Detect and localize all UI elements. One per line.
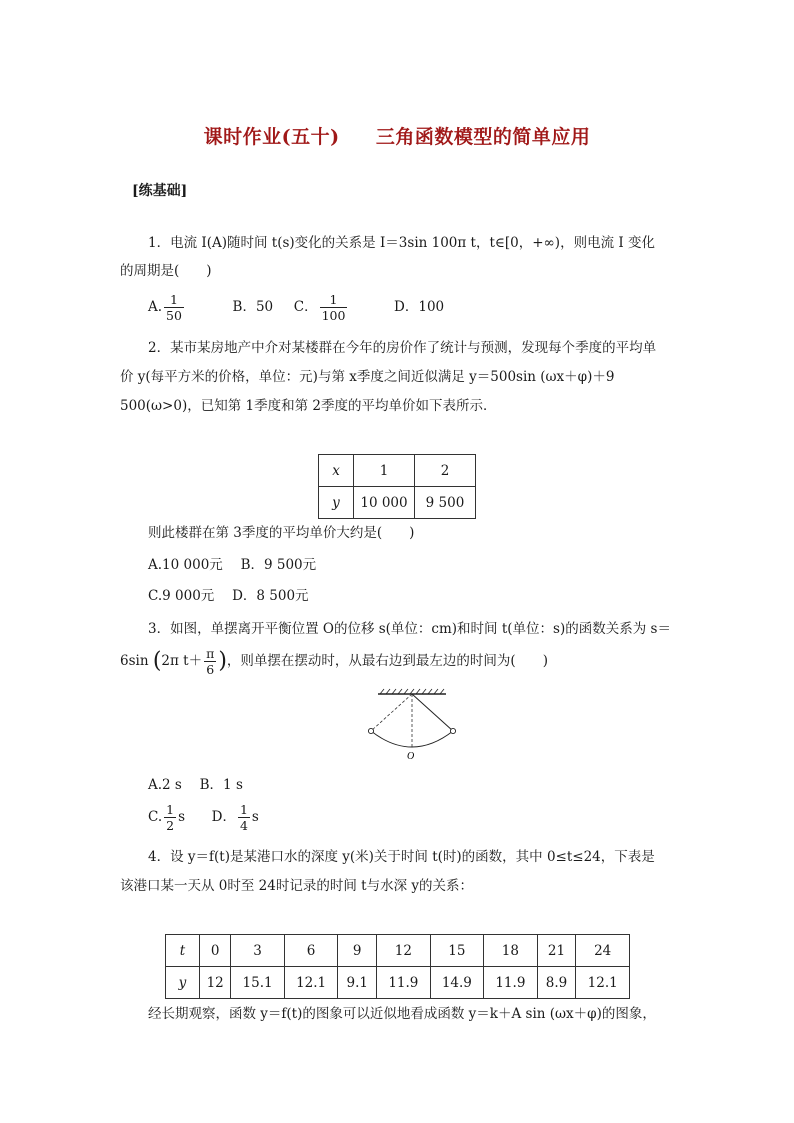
table-cell: 12.1 <box>576 967 630 999</box>
q1-opt-a-fraction <box>164 292 184 323</box>
table-cell: 18 <box>484 935 538 967</box>
q4-line3: 经长期观察，函数 y＝f(t)的图象可以近似地看成函数 y＝k＋A sin (ωx＋φ)的图象， <box>148 1006 656 1022</box>
q3-opt-d-prefix: D． <box>211 809 236 825</box>
table-cell: 10 000 <box>354 487 415 519</box>
q1-opt-c-fraction <box>320 292 348 323</box>
table-row <box>319 487 476 519</box>
table-cell: 14.9 <box>430 967 484 999</box>
pendulum-figure <box>360 688 464 762</box>
table-cell: 0 <box>200 935 231 967</box>
table-cell: x <box>319 455 354 487</box>
bob-left <box>368 728 373 733</box>
q3-opt-c-prefix: C. <box>148 809 163 825</box>
q3-opt-d-den: 4 <box>239 818 248 833</box>
table-cell: 2 <box>415 455 476 487</box>
left-paren: ( <box>152 648 162 674</box>
right-paren: ) <box>218 648 227 674</box>
q2-options-2: C.9 000元 D．8 500元 <box>148 588 309 604</box>
table-cell: 1 <box>354 455 415 487</box>
q3-opt-d-num: 1 <box>239 802 248 817</box>
q3-line2-suffix: ，则单摆在摆动时，从最右边到最左边的时间为( ) <box>226 653 548 669</box>
table-cell: 12 <box>200 967 231 999</box>
q1-opt-c-den: 100 <box>321 308 346 323</box>
title-sub: 三角函数模型的简单应用 <box>375 126 591 148</box>
q1-line2: 的周期是( ) <box>120 263 212 279</box>
table-cell: 24 <box>576 935 630 967</box>
table-cell: 21 <box>537 935 576 967</box>
q1-options <box>148 292 444 328</box>
table-cell: 6 <box>284 935 338 967</box>
table-cell: 9 500 <box>415 487 476 519</box>
table-row <box>166 935 630 967</box>
q3-opt-c-num: 1 <box>166 802 175 817</box>
q3-opt-c-unit: s <box>178 809 186 825</box>
page-title <box>0 122 794 149</box>
q1-opt-b: B．50 <box>232 299 274 315</box>
q2-line1: 2．某市某房地产中介对某楼群在今年的房价作了统计与预测，发现每个季度的平均单 <box>148 340 657 356</box>
q3-line2 <box>120 646 548 682</box>
q3-line2-paren-left: 2π t＋ <box>161 653 203 669</box>
q3-options-1: A.2 s B．1 s <box>148 777 243 793</box>
q1-opt-c-num: 1 <box>320 292 348 308</box>
table-cell: y <box>166 967 200 999</box>
q1-opt-a-prefix: A. <box>148 299 163 315</box>
left-string <box>371 694 412 731</box>
table-cell: t <box>166 935 200 967</box>
q2-line2: 价 y(每平方米的价格，单位：元)与第 x季度之间近似满足 y＝500sin (ωx＋φ)＋9 <box>120 369 615 385</box>
q2-options-1: A.10 000元 B．9 500元 <box>148 557 317 573</box>
table-cell: 12.1 <box>284 967 338 999</box>
q4-line1: 4．设 y＝f(t)是某港口水的深度 y(米)关于时间 t(时)的函数，其中 0≤t≤24，下表是 <box>148 849 655 865</box>
q1-opt-a-den: 50 <box>166 308 182 323</box>
table-cell: y <box>319 487 354 519</box>
q1-opt-d: D．100 <box>394 299 445 315</box>
q3-opt-d-fraction <box>238 802 250 833</box>
table-cell: 15 <box>430 935 484 967</box>
figure-label-o: O <box>407 751 415 762</box>
table-row <box>166 967 630 999</box>
q4-line2: 该港口某一天从 0时至 24时记录的时间 t与水深 y的关系： <box>120 878 473 894</box>
table-cell: 8.9 <box>537 967 576 999</box>
q2-line3: 500(ω>0)，已知第 1季度和第 2季度的平均单价如下表所示． <box>120 398 497 414</box>
q1-opt-c-prefix: C． <box>293 299 318 315</box>
q1-line1: 1．电流 I(A)随时间 t(s)变化的关系是 I＝3sin 100π t，t∈[0，+∞)，则电流 I 变化 <box>148 235 655 251</box>
table-cell: 12 <box>377 935 431 967</box>
q2-table <box>318 454 476 519</box>
title-main: 课时作业(五十) <box>203 126 340 148</box>
q3-opt-c-den: 2 <box>166 818 175 833</box>
table-cell: 9.1 <box>338 967 377 999</box>
table-cell: 9 <box>338 935 377 967</box>
q1-opt-a-num: 1 <box>164 292 184 308</box>
table-cell: 3 <box>231 935 285 967</box>
q3-options-2 <box>148 802 259 838</box>
q3-opt-c-fraction <box>164 802 176 833</box>
q3-line1: 3．如图，单摆离开平衡位置 O的位移 s(单位：cm)和时间 t(单位：s)的函数关系为 s＝ <box>148 621 671 637</box>
table-cell: 11.9 <box>484 967 538 999</box>
bob-right <box>450 728 455 733</box>
q3-frac-den: 6 <box>206 662 215 677</box>
table-cell: 15.1 <box>231 967 285 999</box>
q3-opt-d-unit: s <box>251 809 259 825</box>
table-row <box>319 455 476 487</box>
q2-question: 则此楼群在第 3季度的平均单价大约是( ) <box>148 525 415 541</box>
q3-line2-prefix: 6sin <box>120 653 149 669</box>
section-heading: [练基础] <box>132 183 188 199</box>
table-cell: 11.9 <box>377 967 431 999</box>
q3-frac-num: π <box>206 646 215 661</box>
q3-fraction <box>204 646 216 677</box>
q4-table <box>165 934 630 999</box>
right-string <box>412 694 453 731</box>
